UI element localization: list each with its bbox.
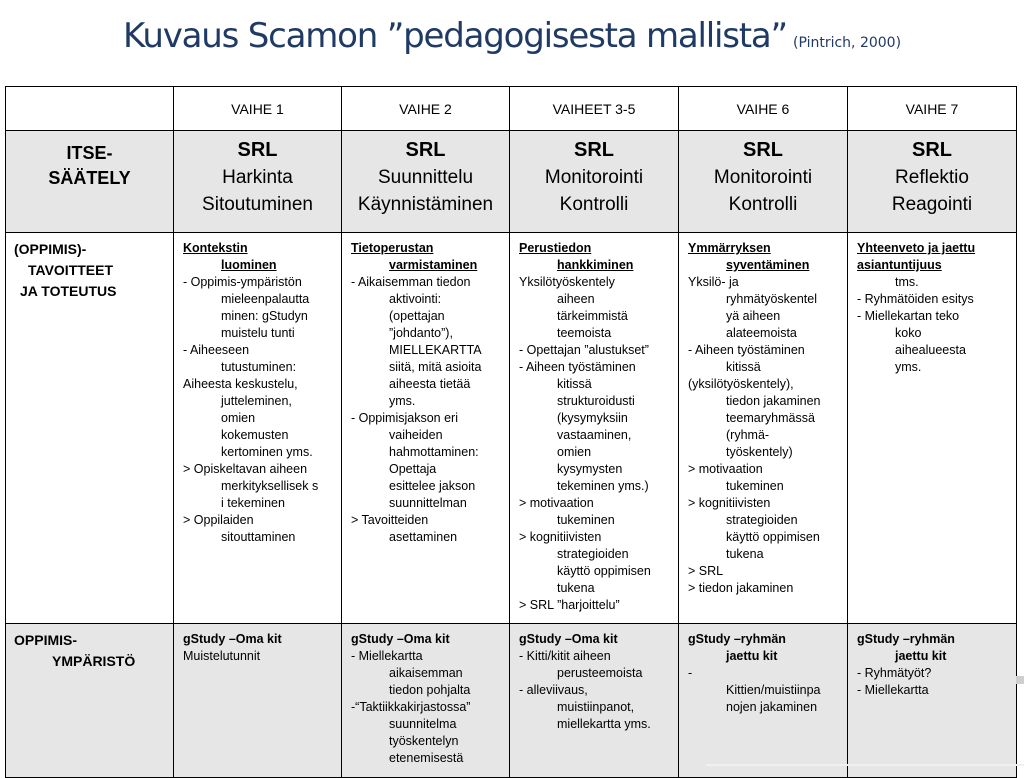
cell-line: ”johdanto”), — [389, 326, 453, 340]
cell-line: > SRL — [688, 564, 724, 578]
cell-line: omien — [557, 445, 592, 459]
cell-line: - Aiheen työstäminen — [519, 360, 636, 374]
srl-cell: SRL Reflektio Reagointi — [848, 131, 1017, 233]
title-main: Kuvaus Scamon ”pedagogisesta mallista” — [122, 16, 787, 56]
environment-cell — [679, 624, 848, 778]
cell-line: - — [688, 666, 693, 680]
cell-line: yä aiheen — [726, 309, 781, 323]
cell-line: tutustuminen: — [221, 360, 297, 374]
cell-line: jutteleminen, — [221, 394, 292, 408]
cell-heading: gStudy –Oma kit — [519, 632, 618, 646]
environment-row — [6, 624, 1017, 778]
cell-line: i tekeminen — [221, 496, 285, 510]
cell-line: -“Taktiikkakirjastossa” — [351, 700, 471, 714]
cell-line: - Aiheeseen — [183, 343, 250, 357]
cell-line: MIELLEKARTTA — [389, 343, 482, 357]
cell-line: tiedon jakaminen — [726, 394, 821, 408]
cell-line: aiheesta tietää — [389, 377, 471, 391]
cell-line: - Ryhmätyöt? — [857, 666, 932, 680]
cell-line: tukena — [726, 547, 764, 561]
cell-heading: gStudy –Oma kit — [183, 632, 282, 646]
cell-line: esittelee jakson — [389, 479, 476, 493]
header-cell-empty — [6, 87, 174, 131]
cell-line: vaiheiden — [389, 428, 443, 442]
cell-line: > kognitiivisten — [519, 530, 602, 544]
cell-line: suunnitelma — [389, 717, 457, 731]
cell-line: - Miellekartta — [857, 683, 929, 697]
cell-heading: luominen — [221, 258, 277, 272]
row-label-self-regulation: ITSE- SÄÄTELY — [6, 131, 174, 233]
cell-line: koko — [895, 326, 922, 340]
cell-heading: Perustiedon — [519, 241, 592, 255]
srl-row — [6, 131, 1017, 233]
cell-line: - Opettajan ”alustukset” — [519, 343, 649, 357]
cell-line: tms. — [895, 275, 919, 289]
cell-line: käyttö oppimisen — [726, 530, 820, 544]
cell-line: > motivaation — [688, 462, 763, 476]
cell-line: siitä, mitä asioita — [389, 360, 482, 374]
cell-heading: Yhteenveto ja jaettu — [857, 241, 976, 255]
cell-line: merkityksellisek s — [221, 479, 319, 493]
cell-line: (ryhmä- — [726, 428, 770, 442]
bottom-rule — [706, 764, 1024, 766]
cell-line: - Oppimis-ympäristön — [183, 275, 302, 289]
cell-line: > Oppilaiden — [183, 513, 254, 527]
cell-line: tukeminen — [726, 479, 784, 493]
header-cell-phase-7: VAIHE 7 — [848, 87, 1017, 131]
row-label-environment: OPPIMIS- YMPÄRISTÖ — [6, 624, 174, 778]
goals-cell — [848, 233, 1017, 624]
cell-line: ryhmätyöskentel — [726, 292, 818, 306]
header-cell-phase-1: VAIHE 1 — [174, 87, 342, 131]
environment-cell — [174, 624, 342, 778]
cell-heading: gStudy –Oma kit — [351, 632, 450, 646]
cell-line: > tiedon jakaminen — [688, 581, 794, 595]
cell-line: nojen jakaminen — [726, 700, 818, 714]
cell-heading: syventäminen — [726, 258, 810, 272]
cell-line: käyttö oppimisen — [557, 564, 651, 578]
cell-line: vastaaminen, — [557, 428, 632, 442]
cell-heading: varmistaminen — [389, 258, 478, 272]
title-citation: (Pintrich, 2000) — [792, 35, 902, 51]
header-cell-phase-2: VAIHE 2 — [342, 87, 510, 131]
cell-line: tukena — [557, 581, 595, 595]
cell-line: Yksilö- ja — [688, 275, 739, 289]
goals-cell — [174, 233, 342, 624]
cell-heading: gStudy –ryhmän — [688, 632, 786, 646]
cell-line: aihealueesta — [895, 343, 966, 357]
cell-line: kertominen yms. — [221, 445, 313, 459]
cell-line: sitouttaminen — [221, 530, 296, 544]
srl-cell: SRL Monitorointi Kontrolli — [510, 131, 679, 233]
phase-table — [5, 86, 1017, 778]
cell-line: (yksilötyöskentely), — [688, 377, 794, 391]
header-row — [6, 87, 1017, 131]
cell-line: > Tavoitteiden — [351, 513, 429, 527]
cell-line: hahmottaminen: — [389, 445, 479, 459]
cell-line: asettaminen — [389, 530, 458, 544]
cell-line: strategioiden — [557, 547, 629, 561]
cell-line: > SRL ”harjoittelu” — [519, 598, 620, 612]
environment-cell — [510, 624, 679, 778]
cell-line: - alleviivaus, — [519, 683, 588, 697]
cell-line: > Opiskeltavan aiheen — [183, 462, 308, 476]
cell-line: omien — [221, 411, 256, 425]
cell-line: > motivaation — [519, 496, 594, 510]
cell-line: - Miellekartta — [351, 649, 423, 663]
cell-line: yms. — [389, 394, 416, 408]
slide-title — [0, 16, 1024, 56]
cell-line: työskentelyn — [389, 734, 459, 748]
cell-line: (opettajan — [389, 309, 445, 323]
cell-line: tukeminen — [557, 513, 615, 527]
cell-line: minen: gStudyn — [221, 309, 308, 323]
cell-line: - Ryhmätöiden esitys — [857, 292, 974, 306]
cell-line: (kysymyksiin — [557, 411, 628, 425]
cell-heading: hankkiminen — [557, 258, 634, 272]
cell-line: etenemisestä — [389, 751, 464, 765]
cell-line: tärkeimmistä — [557, 309, 628, 323]
cell-line: aktivointi: — [389, 292, 442, 306]
srl-cell: SRL Harkinta Sitoutuminen — [174, 131, 342, 233]
corner-decoration — [1016, 676, 1024, 684]
cell-line: aiheen — [557, 292, 595, 306]
cell-heading: Tietoperustan — [351, 241, 434, 255]
goals-cell — [679, 233, 848, 624]
srl-cell: SRL Monitorointi Kontrolli — [679, 131, 848, 233]
cell-line: alateemoista — [726, 326, 797, 340]
srl-cell: SRL Suunnittelu Käynnistäminen — [342, 131, 510, 233]
cell-line: Muistelutunnit — [183, 649, 261, 663]
goals-cell — [510, 233, 679, 624]
cell-line: suunnittelman — [389, 496, 467, 510]
header-cell-phase-6: VAIHE 6 — [679, 87, 848, 131]
cell-heading: Ymmärryksen — [688, 241, 771, 255]
cell-line: kokemusten — [221, 428, 289, 442]
cell-line: - Kitti/kitit aiheen — [519, 649, 611, 663]
cell-line: yms. — [895, 360, 922, 374]
cell-line: teemoista — [557, 326, 612, 340]
goals-row — [6, 233, 1017, 624]
cell-line: mieleenpalautta — [221, 292, 310, 306]
cell-line: - Miellekartan teko — [857, 309, 960, 323]
cell-line: - Aiheen työstäminen — [688, 343, 805, 357]
cell-line: - Aikaisemman tiedon — [351, 275, 471, 289]
cell-line: muistiinpanot, — [557, 700, 635, 714]
cell-line: > kognitiivisten — [688, 496, 771, 510]
cell-line: tiedon pohjalta — [389, 683, 471, 697]
cell-line: Kittien/muistiinpa — [726, 683, 821, 697]
cell-line: perusteemoista — [557, 666, 643, 680]
cell-line: työskentely) — [726, 445, 793, 459]
cell-line: miellekartta yms. — [557, 717, 651, 731]
cell-heading: Kontekstin — [183, 241, 248, 255]
cell-line: kitissä — [726, 360, 761, 374]
environment-cell — [342, 624, 510, 778]
cell-heading: gStudy –ryhmän — [857, 632, 955, 646]
header-cell-phase-3-5: VAIHEET 3-5 — [510, 87, 679, 131]
goals-cell — [342, 233, 510, 624]
cell-line: tekeminen yms.) — [557, 479, 649, 493]
cell-line: strukturoidusti — [557, 394, 635, 408]
cell-line: Yksilötyöskentely — [519, 275, 615, 289]
cell-heading: jaettu kit — [895, 649, 947, 663]
cell-line: kitissä — [557, 377, 592, 391]
environment-cell — [848, 624, 1017, 778]
cell-heading: asiantuntijuus — [857, 258, 942, 272]
cell-heading: jaettu kit — [726, 649, 778, 663]
cell-line: kysymysten — [557, 462, 623, 476]
cell-line: Opettaja — [389, 462, 437, 476]
cell-line: muistelu tunti — [221, 326, 295, 340]
cell-line: strategioiden — [726, 513, 798, 527]
row-label-goals: (OPPIMIS)- TAVOITTEET JA TOTEUTUS — [6, 233, 174, 624]
cell-line: aikaisemman — [389, 666, 463, 680]
cell-line: teemaryhmässä — [726, 411, 815, 425]
cell-line: Aiheesta keskustelu, — [183, 377, 298, 391]
cell-line: - Oppimisjakson eri — [351, 411, 458, 425]
